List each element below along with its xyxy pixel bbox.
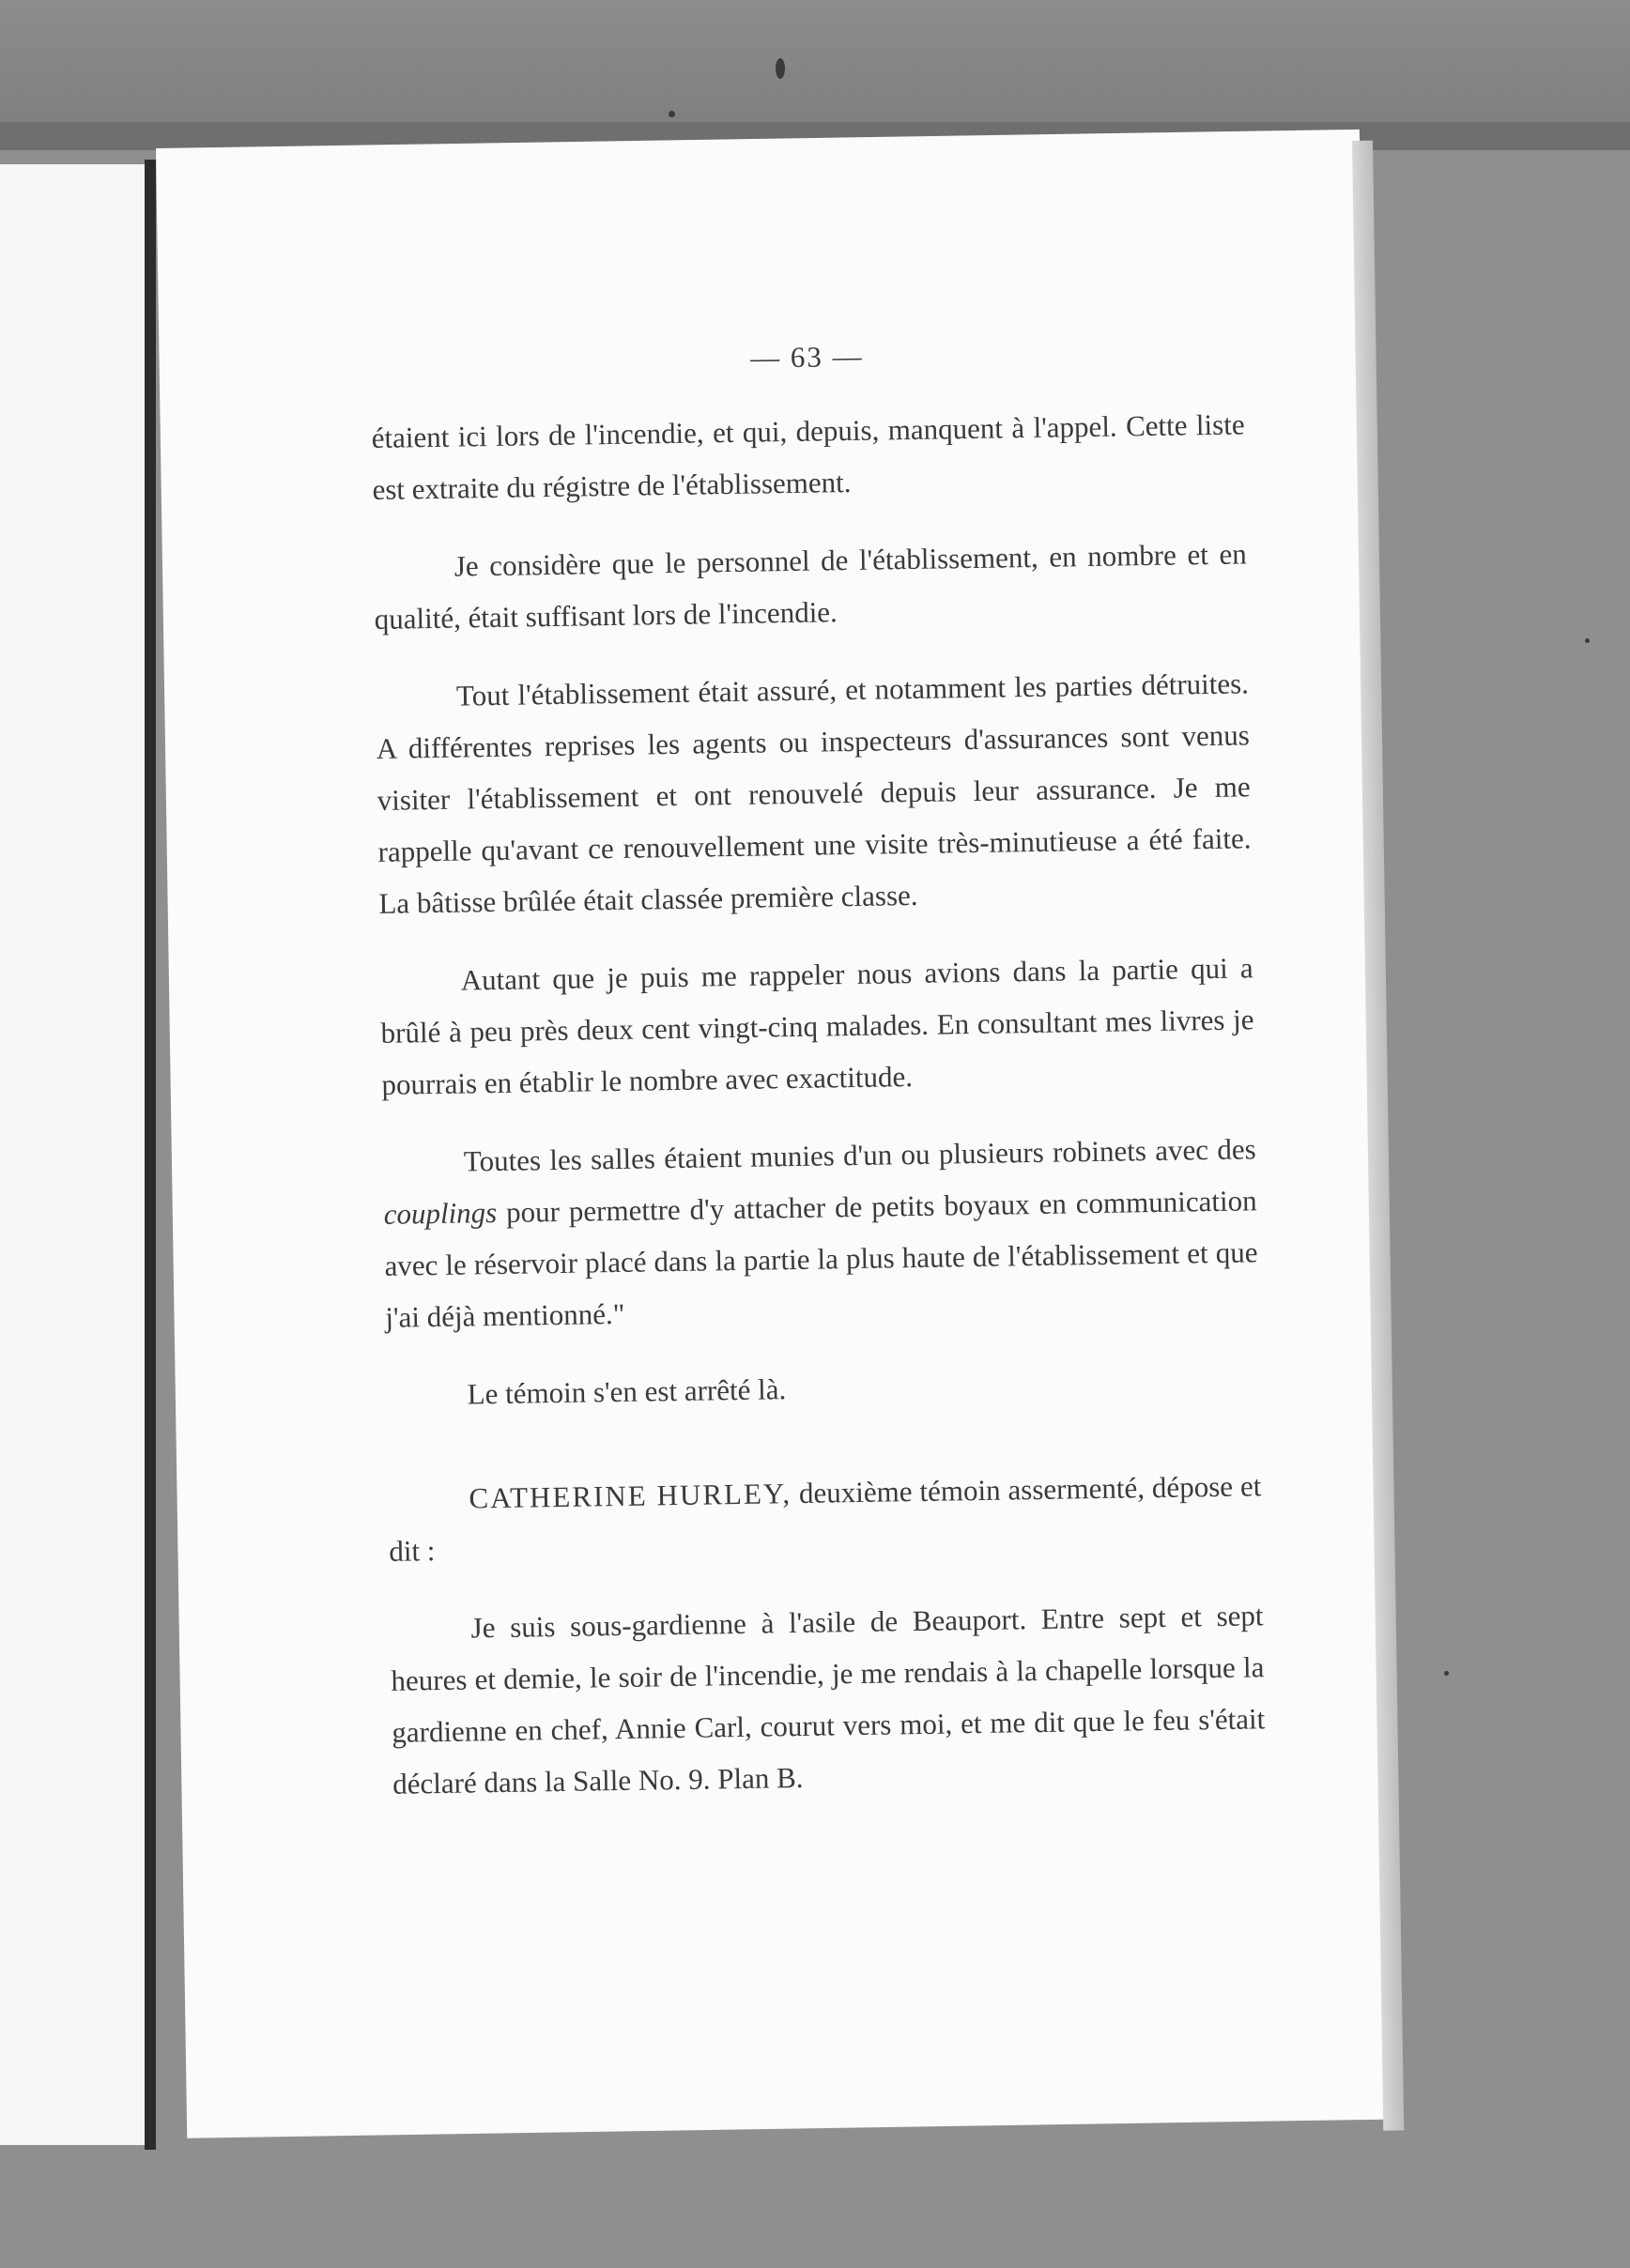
document-text — [370, 324, 1267, 1835]
scanner-background — [0, 0, 1630, 141]
page-number: — 63 — — [749, 339, 864, 375]
book-gutter — [145, 160, 156, 2150]
witness-testimony: Je suis sous-gardienne à l'asile de Beauport. Entre sept et sept heures et demie, le soir de l'incendie, je me rendais à la chapelle lorsque la gardienne en chef, Annie Carl, courut vers moi, et me dit que le feu s'était déclaré dans la Salle No. 9. Plan B. — [391, 1599, 1266, 1801]
witness-heading — [388, 1460, 1263, 1577]
witness-name: CATHERINE HURLEY, — [469, 1477, 792, 1515]
scan-speck — [1585, 638, 1590, 643]
hydrants-italic-term: couplings — [383, 1195, 498, 1231]
paragraph-patients: Autant que je puis me rappeler nous avions dans la partie qui a brûlé à peu près deux cent vingt-cinq malades. En consultant mes livres je pourrais en établir le nombre avec exactitude. — [380, 951, 1254, 1101]
scan-speck — [1444, 1671, 1449, 1676]
facing-page-edge — [0, 164, 148, 2145]
paragraph-witness-end: Le témoin s'en est arrêté là. — [467, 1372, 787, 1411]
witness-intro: deuxième témoin assermenté, dépose et dit : — [389, 1469, 1262, 1568]
paragraph-continuation: étaient ici lors de l'incendie, et qui, depuis, manquent à l'appel. Cette liste est extraite du régistre de l'établissement. — [371, 407, 1245, 506]
paragraph-staff: Je considère que le personnel de l'établissement, en nombre et en qualité, était suffisant lors de l'incendie. — [374, 537, 1248, 636]
scan-speck — [776, 58, 785, 79]
paragraph-insurance: Tout l'établissement était assuré, et notamment les parties détruites. A différentes reprises les agents ou inspecteurs d'assurances sont venus visiter l'établissement et ont renouvelé depuis leur assurance. Je me rappelle qu'avant ce renouvellement une visite très-minutieuse a été faite. La bâtisse brûlée était classée première classe. — [376, 667, 1252, 920]
scan-speck — [669, 111, 675, 117]
paragraph-hydrants — [382, 1123, 1258, 1343]
hydrants-text-after: pour permettre d'y attacher de petits boyaux en communication avec le réservoir placé dans la partie la plus haute de l'établissement et que j'ai déjà mentionné." — [384, 1184, 1258, 1334]
hydrants-text-before: Toutes les salles étaient munies d'un ou plusieurs robinets avec des — [463, 1132, 1256, 1178]
